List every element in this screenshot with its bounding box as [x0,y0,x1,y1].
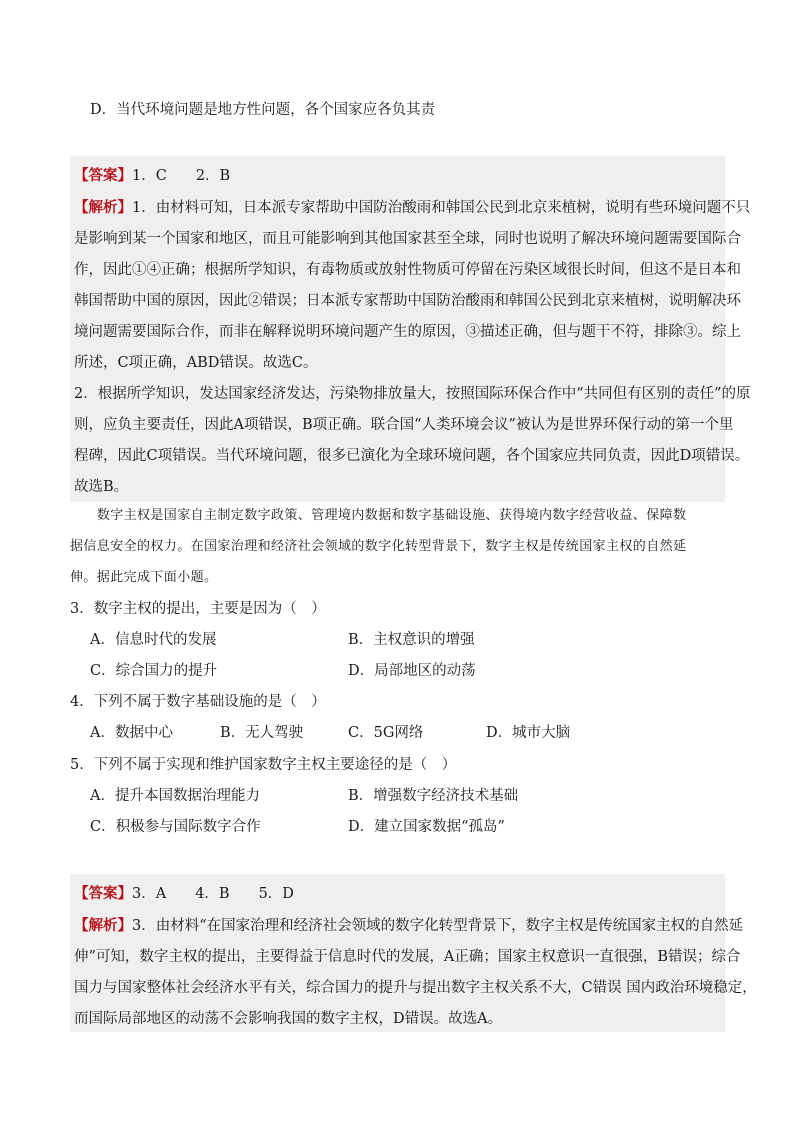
analysis-line: 故选B。 [74,479,129,495]
question-stem-5: 5．下列不属于实现和维护国家数字主权主要途径的是（ ） [70,757,457,773]
analysis-tag: 【解析】 [74,199,132,216]
answer-line-1 [74,160,721,192]
answer-tag: 【答案】 [74,885,132,902]
answer-block-2 [70,874,757,1032]
analysis-line [74,910,744,942]
question-3-option-c[interactable]: C．综合国力的提升 [90,663,218,679]
question-3-option-b[interactable]: B．主权意识的增强 [348,632,475,648]
analysis-tag: 【解析】 [74,917,132,934]
answer-text: 3．A 4．B 5．D [132,886,294,902]
question-3-option-d[interactable]: D．局部地区的动荡 [348,663,476,679]
answer-text: 1．C 2．B [132,168,231,184]
material-line: 据信息安全的权力。在国家治理和经济社会领域的数字化转型背景下，数字主权是传统国家主权的自然延 [70,539,687,554]
analysis-line: 所述，C项正确，ABD错误。故选C。 [74,355,318,371]
question-4-option-c[interactable]: C．5G网络 [348,725,424,741]
answer-line-2 [74,878,721,910]
question-stem-3: 3．数字主权的提出，主要是因为（ ） [70,601,326,617]
question-option-d-top: D．当代环境问题是地方性问题，各个国家应各负其责 [90,102,436,118]
answer-tag: 【答案】 [74,167,132,184]
analysis-line: 韩国帮助中国的原因，因此②错误；日本派专家帮助中国防治酸雨和韩国公民到北京来植树，说明解决环 [74,293,741,309]
analysis-text: 3．由材料“在国家治理和经济社会领域的数字化转型背景下，数字主权是传统国家主权的自然延 [132,918,744,934]
material-line: 数字主权是国家自主制定数字政策、管理境内数据和数字基础设施、获得境内数字经营收益、保障数 [70,508,687,523]
analysis-line: 而国际局部地区的动荡不会影响我国的数字主权，D错误。故选A。 [74,1011,503,1027]
question-stem-4: 4．下列不属于数字基础设施的是（ ） [70,694,326,710]
analysis-line: 则，应负主要责任，因此A项错误，B项正确。联合国“人类环境会议”被认为是世界环保行动的第一个里 [74,417,734,433]
question-4-option-d[interactable]: D．城市大脑 [486,725,571,741]
question-4-option-b[interactable]: B．无人驾驶 [220,725,304,741]
material-passage [70,500,725,593]
analysis-line: 作，因此①④正确；根据所学知识，有毒物质或放射性物质可停留在污染区域很长时间，但这不是日本和 [74,262,741,278]
analysis-text: 1．由材料可知，日本派专家帮助中国防治酸雨和韩国公民到北京来植树，说明有些环境问题不只 [132,200,751,216]
analysis-line: 国力与国家整体社会经济水平有关，综合国力的提升与提出数字主权关系不大，C错误 国内政治环境稳定， [74,980,757,996]
material-line: 伸。据此完成下面小题。 [70,570,218,585]
answer-block-1 [70,156,751,502]
question-4-option-a[interactable]: A．数据中心 [90,725,173,741]
analysis-line [74,192,751,224]
question-5-option-c[interactable]: C．积极参与国际数字合作 [90,819,261,835]
question-5-option-b[interactable]: B．增强数字经济技术基础 [348,788,519,804]
question-3-option-a[interactable]: A．信息时代的发展 [90,632,217,648]
analysis-line: 境问题需要国际合作，而非在解释说明环境问题产生的原因，③描述正确，但与题干不符，排除③。综上 [74,324,741,340]
analysis-line: 2．根据所学知识，发达国家经济发达，污染物排放量大，按照国际环保合作中“共同但有区别的责任”的原 [74,386,751,402]
analysis-line: 是影响到某一个国家和地区，而且可能影响到其他国家甚至全球，同时也说明了解决环境问题需要国际合 [74,231,741,247]
question-5-option-a[interactable]: A．提升本国数据治理能力 [90,788,260,804]
analysis-line: 伸”可知，数字主权的提出，主要得益于信息时代的发展，A正确；国家主权意识一直很强，B错误；综合 [74,949,741,965]
analysis-line: 程碑，因此C项错误。当代环境问题，很多已演化为全球环境问题，各个国家应共同负责，因此D项错误。 [74,448,750,464]
question-5-option-d[interactable]: D．建立国家数据“孤岛” [348,819,505,835]
